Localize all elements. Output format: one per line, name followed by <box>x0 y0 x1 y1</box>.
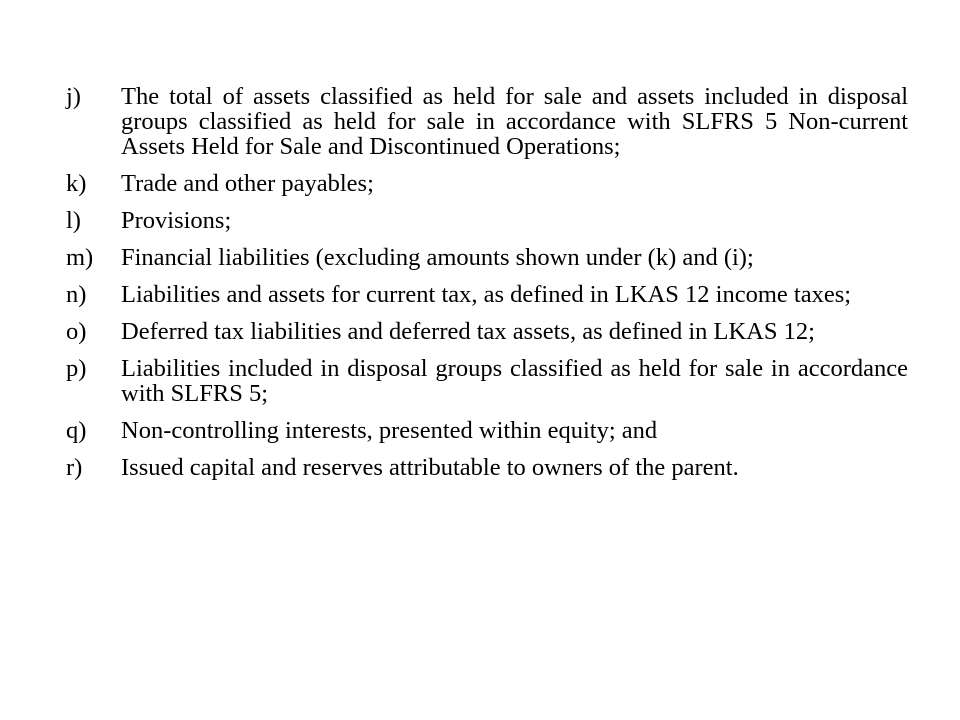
list-item-o <box>66 319 908 344</box>
item-marker: q) <box>66 417 87 444</box>
list-item-r <box>66 455 908 480</box>
item-text: Liabilities and assets for current tax, as defined in LKAS 12 income taxes; <box>121 281 852 308</box>
list-item-q <box>66 418 908 443</box>
item-text: Trade and other payables; <box>121 170 374 197</box>
item-marker: r) <box>66 454 83 481</box>
list-item-m <box>66 245 908 270</box>
item-marker: l) <box>66 207 81 234</box>
item-text: Liabilities included in disposal groups classified as held for sale in accordance with SLFRS 5; <box>121 355 908 407</box>
item-text: Financial liabilities (excluding amounts shown under (k) and (i); <box>121 244 754 271</box>
item-text: The total of assets classified as held for sale and assets included in disposal groups classified as held for sale in accordance with SLFRS 5 Non-current Assets Held for Sale and Discontinued Operations; <box>121 83 908 160</box>
item-marker: j) <box>66 83 81 110</box>
list-item-k <box>66 171 908 196</box>
list-item-p <box>66 356 908 406</box>
item-marker: k) <box>66 170 87 197</box>
item-marker: p) <box>66 355 87 382</box>
list-item-l <box>66 208 908 233</box>
item-marker: o) <box>66 318 87 345</box>
item-marker: m) <box>66 244 94 271</box>
item-text: Provisions; <box>121 207 232 234</box>
item-text: Deferred tax liabilities and deferred tax assets, as defined in LKAS 12; <box>121 318 815 345</box>
list-item-n <box>66 282 908 307</box>
item-list <box>66 84 908 492</box>
list-item-j <box>66 84 908 159</box>
item-marker: n) <box>66 281 87 308</box>
item-text: Non-controlling interests, presented within equity; and <box>121 417 658 444</box>
item-text: Issued capital and reserves attributable to owners of the parent. <box>121 454 739 481</box>
